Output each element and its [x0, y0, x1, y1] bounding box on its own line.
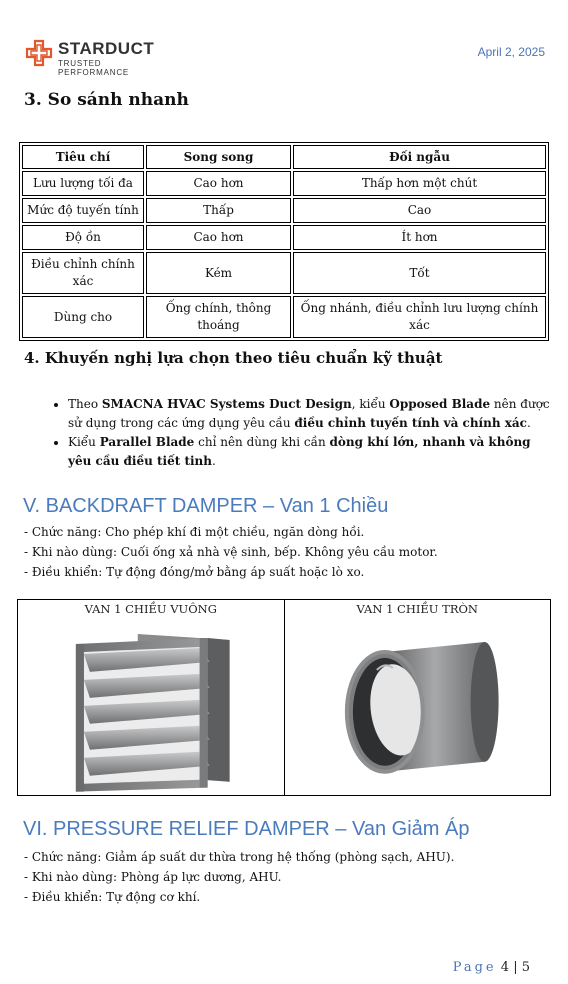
header-criteria: Tiêu chí	[22, 145, 144, 169]
section-vi-description	[24, 847, 454, 907]
table-cell: Cao	[293, 198, 546, 223]
table-row	[22, 252, 546, 294]
page-separator: |	[513, 960, 518, 975]
section-v-heading: V. BACKDRAFT DAMPER – Van 1 Chiều	[23, 495, 389, 517]
company-logo	[24, 38, 174, 77]
table-cell: Dùng cho	[22, 296, 144, 338]
total-pages: 5	[521, 960, 530, 975]
brand-name: STARDUCT	[58, 39, 155, 58]
header-parallel: Song song	[146, 145, 291, 169]
table-cell: Điều chỉnh chính xác	[22, 252, 144, 294]
description-line: - Điều khiển: Tự động cơ khí.	[24, 890, 201, 904]
table-cell: Cao hơn	[146, 225, 291, 250]
section-3-heading: 3. So sánh nhanh	[24, 90, 189, 110]
table-cell: Mức độ tuyến tính	[22, 198, 144, 223]
square-damper-caption: VAN 1 CHIỀU VUÔNG	[84, 602, 217, 616]
table-cell: Kém	[146, 252, 291, 294]
brand-tagline: TRUSTED PERFORMANCE	[58, 59, 130, 77]
table-cell: Ít hơn	[293, 225, 546, 250]
starduct-logo-icon	[24, 38, 54, 68]
page-number: 4	[500, 960, 510, 975]
table-cell: Thấp	[146, 198, 291, 223]
table-row	[22, 296, 546, 338]
table-row	[22, 225, 546, 250]
list-item: • Theo SMACNA HVAC Systems Duct Design, kiểu Opposed Blade nên được sử dụng trong các ứng dụng yêu cầu điều chỉnh tuyến tính và chính xác.	[68, 395, 558, 433]
square-backdraft-damper-image	[18, 622, 283, 796]
comparison-table	[19, 142, 549, 341]
round-backdraft-damper-image	[285, 622, 550, 796]
square-damper-cell	[18, 600, 285, 796]
section-v-description	[24, 522, 438, 582]
page-label: Page	[452, 960, 497, 975]
description-line: - Khi nào dùng: Phòng áp lực dương, AHU.	[24, 870, 282, 884]
description-line: - Chức năng: Cho phép khí đi một chiều, ngăn dòng hồi.	[24, 525, 365, 539]
section-4-heading: 4. Khuyến nghị lựa chọn theo tiêu chuẩn kỹ thuật	[24, 349, 443, 367]
table-cell: Tốt	[293, 252, 546, 294]
round-damper-cell	[284, 600, 551, 796]
document-date: April 2, 2025	[477, 45, 545, 59]
table-cell: Thấp hơn một chút	[293, 171, 546, 196]
table-cell: Ống chính, thông thoáng	[146, 296, 291, 338]
header-opposed: Đối ngẫu	[293, 145, 546, 169]
damper-image-table	[17, 599, 551, 796]
table-row	[22, 171, 546, 196]
description-line: - Chức năng: Giảm áp suất dư thừa trong hệ thống (phòng sạch, AHU).	[24, 850, 455, 864]
description-line: - Điều khiển: Tự động đóng/mở bằng áp suất hoặc lò xo.	[24, 565, 365, 579]
description-line: - Khi nào dùng: Cuối ống xả nhà vệ sinh, bếp. Không yêu cầu motor.	[24, 545, 438, 559]
table-row	[22, 198, 546, 223]
table-cell: Cao hơn	[146, 171, 291, 196]
round-damper-caption: VAN 1 CHIỀU TRÒN	[356, 602, 478, 616]
table-header-row	[22, 145, 546, 169]
recommendation-list	[50, 395, 558, 471]
table-cell: Độ ồn	[22, 225, 144, 250]
table-cell: Ống nhánh, điều chỉnh lưu lượng chính xác	[293, 296, 546, 338]
page-footer	[453, 960, 530, 975]
section-vi-heading: VI. PRESSURE RELIEF DAMPER – Van Giảm Áp	[23, 818, 470, 840]
list-item: • Kiểu Parallel Blade chỉ nên dùng khi cần dòng khí lớn, nhanh và không yêu cầu điều tiết tinh.	[68, 433, 558, 471]
table-cell: Lưu lượng tối đa	[22, 171, 144, 196]
